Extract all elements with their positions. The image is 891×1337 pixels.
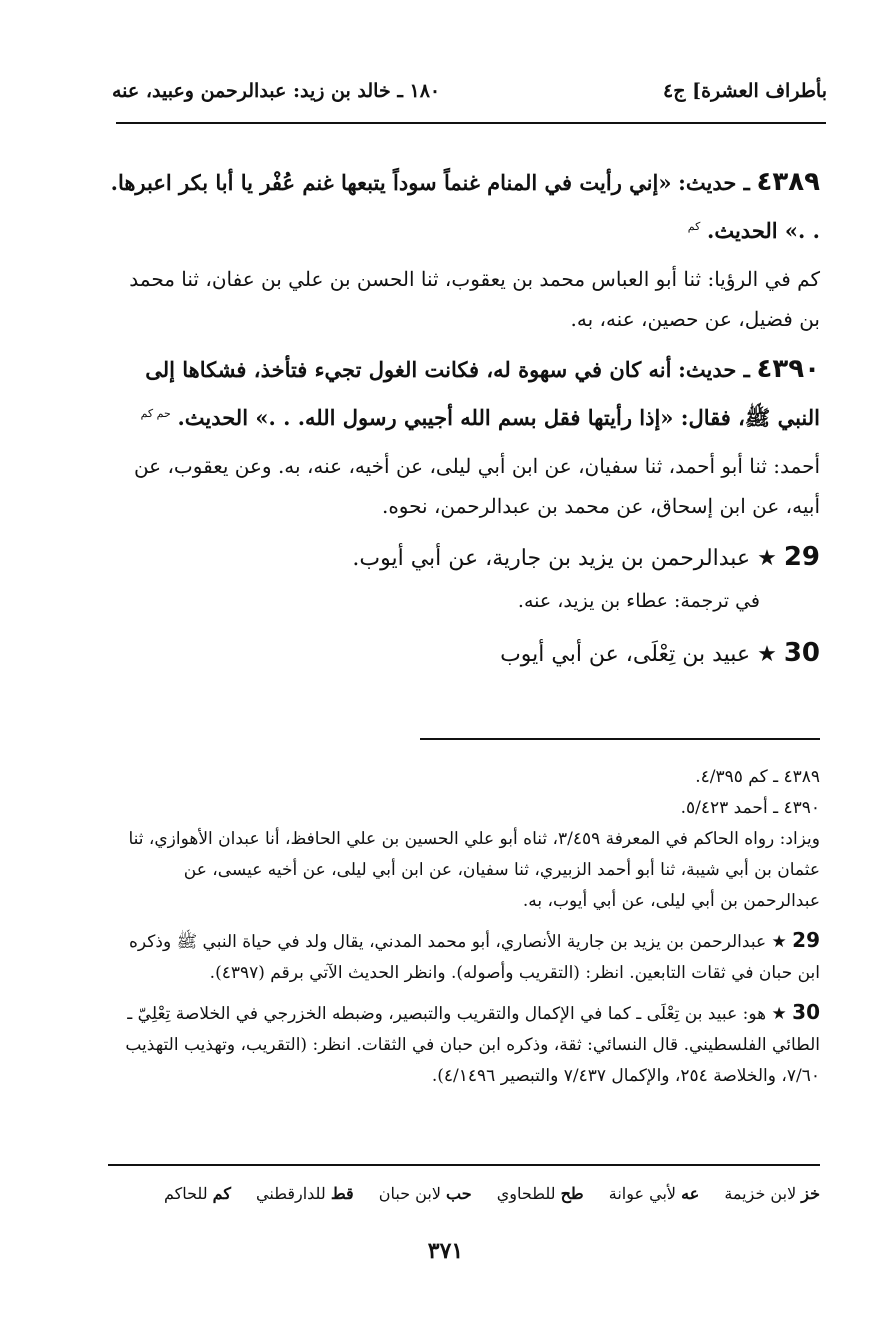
main-text <box>108 160 820 678</box>
narrator-number: 30 <box>783 638 820 668</box>
footnote-narrator-29 <box>108 925 820 989</box>
star-icon: ★ <box>771 932 787 952</box>
header-rule <box>116 122 826 124</box>
hadith-number: ٤٣٨٩ <box>756 167 820 197</box>
footnote-narrator-30 <box>108 997 820 1092</box>
abbreviations-rule <box>108 1164 820 1166</box>
footnote-text: عبدالرحمن بن يزيد بن جارية الأنصاري، أبو محمد المدني، يقال ولد في حياة النبي ﷺ وذكره ابن حبان في ثقات التابعين. انظر: (التقريب وأصوله). وانظر الحديث الآتي برقم (٤٣٩٧). <box>129 932 820 983</box>
footnote-text: هو: عبيد بن تِعْلَى ـ كما في الإكمال والتقريب والتبصير، وضبطه الخزرجي في الخلاصة تِعْلِيّ ـ الطائي الفلسطيني. قال النسائي: ثقة، وذكره ابن حبان في الثقات. انظر: (التقريب، وتهذيب التهذيب ٧/٦٠، والخلاصة ٢٥٤، والإكمال ٧/٤٣٧ والتبصير ٤/١٤٩٦). <box>125 1004 820 1086</box>
star-icon: ★ <box>757 642 777 667</box>
abbrev-item: عه لأبي عوانة <box>608 1184 700 1203</box>
star-icon: ★ <box>757 546 777 571</box>
narrator-number: 29 <box>783 542 820 572</box>
abbrev-item: كم للحاكم <box>163 1184 231 1203</box>
page-number: ٣٧١ <box>427 1238 464 1264</box>
abbreviations-key <box>108 1184 820 1203</box>
footnote-number: 30 <box>792 1000 820 1024</box>
footnote-addition: ويزاد: رواه الحاكم في المعرفة ٣/٤٥٩، ثناه أبو علي الحسين بن علي الحافظ، أنا عبدان الأهوازي، ثنا عثمان بن أبي شيبة، ثنا أبو أحمد الزبيري، ثنا سفيان، عن ابن أبي ليلى، عن أخيه عيسى، عن عبدالرحمن بن أبي ليلى، عن أبي أيوب، به. <box>128 829 820 911</box>
source-marker: كم <box>687 220 701 233</box>
hadith-number: ٤٣٩٠ <box>756 354 820 384</box>
narrator-name: عبيد بن تِعْلَى، عن أبي أيوب <box>500 642 751 667</box>
running-header-section: ١٨٠ ـ خالد بن زيد: عبدالرحمن وعبيد، عنه <box>112 80 441 102</box>
hadith-text: أنه كان في سهوة له، فكانت الغول تجيء فتأخذ، فشكاها إلى النبي ﷺ، فقال: «إذا رأيتها فقل بسم الله أجيبي رسول الله. . .» الحديث. <box>145 357 820 430</box>
star-icon: ★ <box>771 1004 787 1024</box>
abbrev-item: طح للطحاوي <box>496 1184 584 1203</box>
narrator-heading <box>108 630 820 678</box>
abbrev-item: قط للدارقطني <box>256 1184 354 1203</box>
footnote-rule <box>420 738 820 740</box>
hadith-entry <box>108 347 820 440</box>
hadith-text: «إني رأيت في المنام غنماً سوداً يتبعها غنم عُفْر يا أبا بكر اعبرها. . .» الحديث. <box>110 170 820 243</box>
isnad-chain: أحمد: ثنا أبو أحمد، ثنا سفيان، عن ابن أبي ليلى، عن أخيه، عنه، به. وعن يعقوب، عن أبيه، عن ابن إسحاق، عن محمد بن عبدالرحمن، نحوه. <box>133 454 820 518</box>
running-header-book: بأطراف العشرة] ج٤ <box>663 80 827 102</box>
hadith-lead: ـ حديث: <box>678 170 750 195</box>
footnotes <box>108 762 820 1092</box>
hadith-lead: ـ حديث: <box>678 357 750 382</box>
footnote-number: 29 <box>792 928 820 952</box>
narrator-note: في ترجمة: عطاء بن يزيد، عنه. <box>517 590 760 612</box>
narrator-heading <box>108 534 820 582</box>
isnad-chain: كم في الرؤيا: ثنا أبو العباس محمد بن يعقوب، ثنا الحسن بن علي بن عفان، ثنا محمد بن فضيل، عن حصين، عنه، به. <box>129 267 820 331</box>
abbrev-item: حب لابن حبان <box>378 1184 472 1203</box>
hadith-entry <box>108 160 820 253</box>
footnote-ref: ٤٣٨٩ ـ كم ٤/٣٩٥. <box>695 767 820 787</box>
abbrev-item: خز لابن خزيمة <box>724 1184 820 1203</box>
narrator-name: عبدالرحمن بن يزيد بن جارية، عن أبي أيوب. <box>352 546 751 571</box>
footnote-ref: ٤٣٩٠ ـ أحمد ٥/٤٢٣. <box>680 798 820 818</box>
source-marker: حم كم <box>140 407 171 420</box>
